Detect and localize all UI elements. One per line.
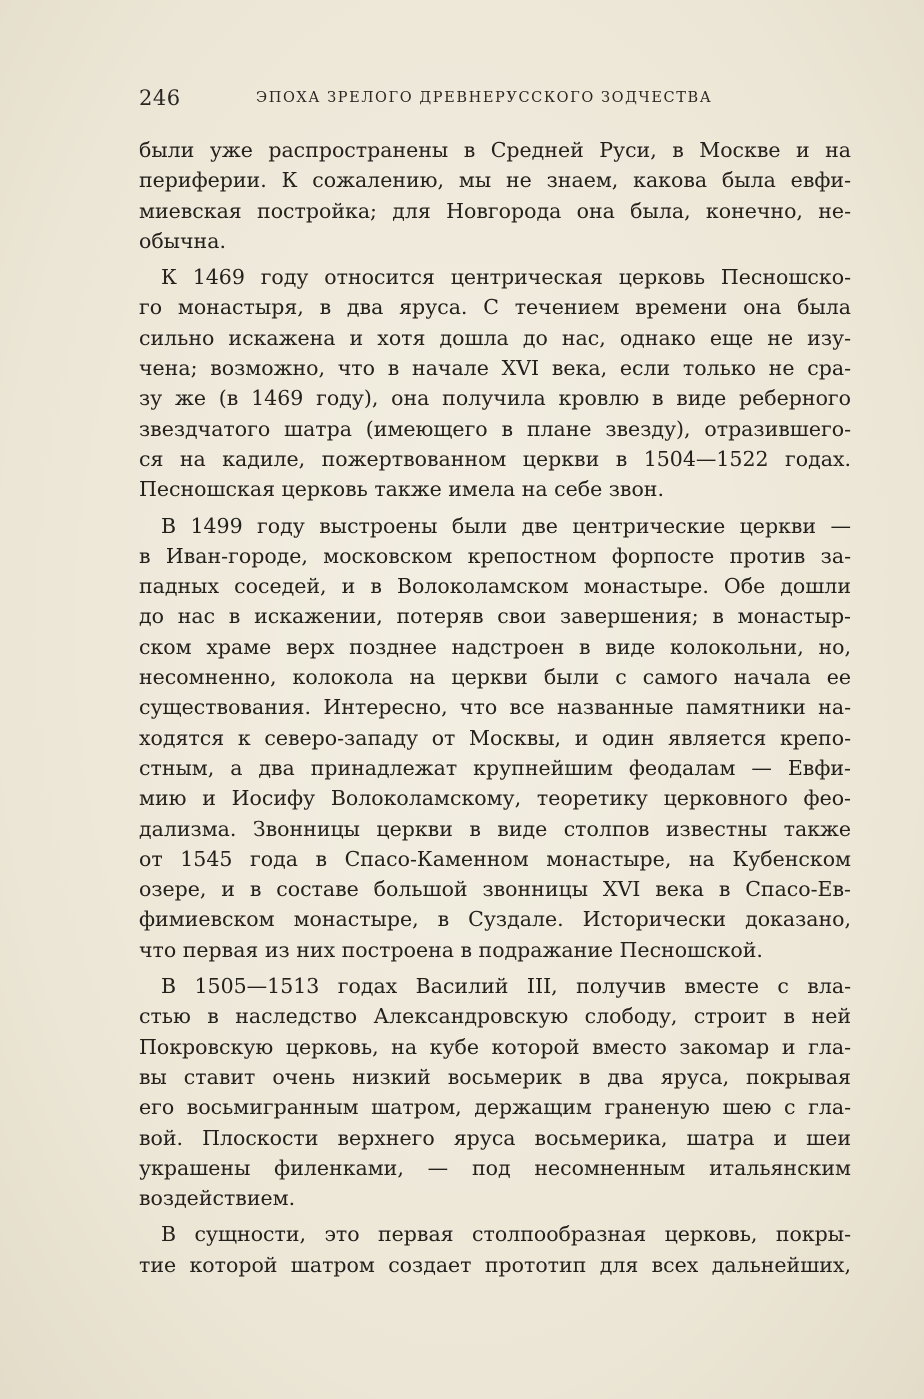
text-line: го монастыря, в два яруса. С течением времени она была [139, 295, 851, 320]
text-line: Покровскую церковь, на кубе которой вместо закомар и гла- [139, 1034, 851, 1059]
text-line: падных соседей, и в Волоколамском монастыре. Обе дошли [139, 574, 851, 599]
text-line: ском храме верх позднее надстроен в виде колокольни, но, [139, 634, 851, 659]
text-line: К 1469 году относится центрическая церковь Песношско- [161, 265, 851, 290]
text-line: стным, а два принадлежат крупнейшим феодалам — Евфи- [139, 755, 851, 780]
text-line: несомненно, колокола на церкви были с самого начала ее [139, 665, 851, 690]
text-line: существования. Интересно, что все названные памятники на- [139, 695, 851, 720]
text-line: периферии. К сожалению, мы не знаем, какова была евфи- [139, 168, 851, 193]
text-line: были уже распространены в Средней Руси, в Москве и на [139, 138, 851, 162]
body-text [139, 135, 851, 1280]
text-line: чена; возможно, что в начале XVI века, если только не сра- [139, 356, 851, 381]
text-line: зу же (в 1469 году), она получила кровлю в виде реберного [139, 386, 851, 411]
text-line: его восьмигранным шатром, держащим граненую шею с гла- [139, 1095, 851, 1120]
text-line: ходятся к северо-западу от Москвы, и один является крепо- [139, 725, 851, 750]
paragraph-1 [139, 135, 851, 256]
text-line: В 1505—1513 годах Василий III, получив вместе с вла- [161, 974, 851, 999]
text-line: мию и Иосифу Волоколамскому, теоретику церковного фео- [139, 786, 851, 811]
paragraph-5 [139, 1219, 851, 1280]
text-line: миевская постройка; для Новгорода она была, конечно, не- [139, 198, 851, 223]
text-line: озере, и в составе большой звонницы XVI века в Спасо-Ев- [139, 877, 851, 902]
text-line: В 1499 году выстроены были две центрические церкви — [161, 513, 851, 538]
text-line: сильно искажена и хотя дошла до нас, однако еще не изу- [139, 325, 851, 350]
text-line: ся на кадиле, пожертвованном церкви в 1504—1522 годах. [139, 446, 851, 471]
text-line: обычна. [139, 228, 226, 253]
running-title: ЭПОХА ЗРЕЛОГО ДРЕВНЕРУССКОГО ЗОДЧЕСТВА [256, 90, 713, 106]
text-line: В сущности, это первая столпообразная церковь, покры- [161, 1222, 851, 1247]
page-number: 246 [139, 86, 181, 110]
text-line: до нас в искажении, потеряв свои завершения; в монастыр- [139, 604, 851, 629]
paragraph-2 [139, 262, 851, 504]
text-line: вой. Плоскости верхнего яруса восьмерика, шатра и шеи [139, 1125, 851, 1150]
paragraph-4 [139, 971, 851, 1213]
text-line: Песношская церковь также имела на себе звон. [139, 477, 664, 502]
text-line: вы ставит очень низкий восьмерик в два яруса, покрывая [139, 1064, 851, 1089]
text-line: в Иван-городе, московском крепостном форпосте против за- [139, 543, 851, 568]
text-line: стью в наследство Александровскую слободу, строит в ней [139, 1004, 851, 1029]
text-line: что первая из них построена в подражание Песношской. [139, 937, 763, 962]
text-line: от 1545 года в Спасо-Каменном монастыре, на Кубенском [139, 846, 851, 871]
page-header [139, 86, 851, 114]
text-line: тие которой шатром создает прототип для всех дальнейших, [139, 1252, 851, 1277]
text-line: фимиевском монастыре, в Суздале. Исторически доказано, [139, 907, 851, 932]
text-line: украшены филенками, — под несомненным итальянским [139, 1155, 851, 1180]
text-line: звездчатого шатра (имеющего в плане звезду), отразившего- [139, 416, 851, 441]
paragraph-3 [139, 511, 851, 965]
text-line: воздействием. [139, 1186, 296, 1211]
text-line: дализма. Звонницы церкви в виде столпов известны также [139, 816, 851, 841]
